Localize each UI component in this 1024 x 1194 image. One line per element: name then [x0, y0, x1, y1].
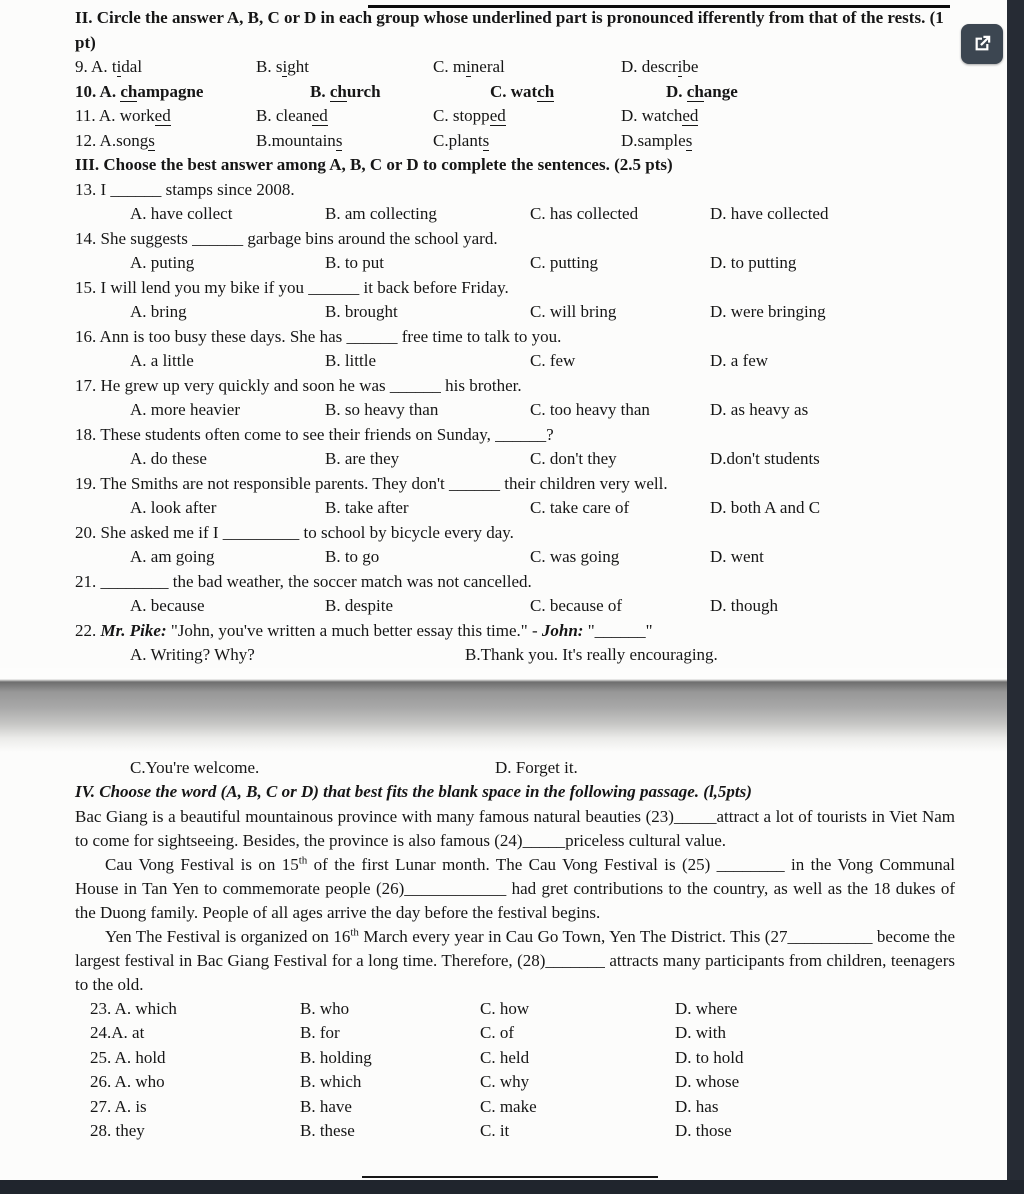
answer-option: [325, 496, 530, 521]
answer-option: [75, 80, 310, 105]
answer-option: [530, 202, 710, 227]
answer-option: [256, 55, 433, 80]
answer-option: [300, 997, 480, 1022]
answer-option: [90, 997, 300, 1022]
text-run: D.: [666, 81, 687, 101]
answer-option: [90, 1119, 300, 1144]
text-run: C. held: [480, 1047, 530, 1067]
text-run: B. holding: [300, 1047, 372, 1067]
text-run: i: [282, 57, 288, 76]
answer-option: [90, 1095, 300, 1120]
text-run: Mr. Pike:: [100, 620, 167, 640]
answer-option: [480, 1095, 675, 1120]
text-run: III. Choose the best answer among A, B, C or D to complete the sentences. (2.5 pts): [75, 155, 673, 174]
text-run: D.sample: [621, 130, 686, 150]
text-run: A. am going: [130, 547, 215, 566]
text-run: Yen The Festival is organized on 16: [105, 926, 351, 946]
answer-option: [530, 349, 710, 374]
text-run: C. of: [480, 1023, 514, 1042]
text-run: D. were bringing: [710, 302, 826, 321]
text-run: A. because: [130, 596, 205, 615]
question-stem: [75, 521, 955, 546]
text-run: 9. A. t: [75, 57, 117, 76]
text-run: IV. Choose the word (A, B, C or D) that best fits the blank space in the following passage. (l,5pts): [75, 782, 752, 801]
answer-option: [530, 594, 710, 619]
answer-option: [710, 300, 955, 325]
answer-option: [130, 496, 325, 521]
answer-option: [300, 1021, 480, 1046]
answer-option: [325, 398, 530, 423]
answer-option: [325, 545, 530, 570]
text-run: 28. they: [90, 1121, 145, 1140]
text-run: D. went: [710, 547, 764, 566]
answer-options-row: [130, 496, 955, 521]
answer-option: [710, 398, 955, 423]
text-run: B. to go: [325, 547, 380, 566]
question-stem: [75, 472, 955, 497]
text-run: II. Circle the answer A, B, C or D in each group whose underlined part is pronounced ifferently from that of the rests. (1 pt): [75, 8, 944, 52]
text-run: D. descr: [621, 57, 678, 76]
open-external-button[interactable]: [961, 24, 1003, 64]
text-run: B. clean: [256, 106, 312, 125]
answer-option: [465, 643, 955, 668]
answer-option: [75, 55, 256, 80]
answer-option: [256, 129, 433, 154]
text-run: C. wat: [490, 81, 538, 101]
text-run: th: [298, 853, 308, 866]
answer-option: [325, 202, 530, 227]
answer-option: [530, 496, 710, 521]
answer-options-row: [130, 349, 955, 374]
text-run: 25. A. hold: [90, 1047, 166, 1067]
text-run: ch: [686, 81, 704, 101]
answer-option: [621, 55, 955, 80]
answer-options-row: [130, 594, 955, 619]
answer-option: [90, 1070, 300, 1095]
question-stem: [75, 374, 955, 399]
answer-option: [310, 80, 490, 105]
answer-option: [130, 202, 325, 227]
answer-option: [621, 129, 955, 154]
text-run: A. look after: [130, 498, 217, 517]
text-run: B.: [310, 81, 330, 101]
text-run: B. are they: [325, 449, 400, 468]
text-run: C.You're welcome.: [130, 757, 260, 777]
answer-option: [480, 997, 675, 1022]
text-run: C. don't they: [530, 449, 617, 468]
answer-option: [130, 300, 325, 325]
question-row: [90, 997, 955, 1022]
text-run: C. has collected: [530, 204, 639, 223]
text-run: D. though: [710, 596, 778, 615]
text-run: 16. Ann is too busy these days. She has ______ free time to talk to you.: [75, 326, 562, 346]
text-run: 13. I ______ stamps since 2008.: [75, 179, 295, 199]
answer-option: [675, 1119, 955, 1144]
answer-option: [300, 1095, 480, 1120]
answer-option: [530, 447, 710, 472]
text-run: C. make: [480, 1096, 537, 1116]
text-run: B.Thank you. It's really encouraging.: [465, 645, 718, 664]
text-run: B. so heavy than: [325, 400, 439, 419]
answer-options-row: [130, 202, 955, 227]
scan-rule-bottom: [362, 1176, 658, 1178]
answer-options-row: [130, 300, 955, 325]
answer-option: [710, 545, 955, 570]
text-run: s: [482, 130, 490, 150]
text-run: Cau Vong Festival is on 15: [105, 854, 299, 874]
text-run: D. watch: [621, 106, 683, 125]
text-run: 26. A. who: [90, 1072, 165, 1091]
answer-option: [300, 1119, 480, 1144]
passage-paragraph: [75, 853, 955, 925]
answer-option: [675, 1046, 955, 1071]
answer-option: [130, 594, 325, 619]
question-row: [90, 1021, 955, 1046]
external-link-icon: [971, 33, 993, 55]
text-run: B. brought: [325, 302, 398, 321]
text-run: i: [466, 57, 471, 76]
text-run: D. those: [675, 1121, 732, 1140]
section-heading: [75, 780, 955, 805]
answer-option: [675, 1095, 955, 1120]
answer-option: [710, 349, 955, 374]
page-separator: [0, 668, 1007, 756]
text-run: ch: [537, 81, 555, 101]
answer-option: [75, 129, 256, 154]
text-run: B. have: [300, 1096, 352, 1116]
text-run: 18. These students often come to see their friends on Sunday, ______?: [75, 424, 554, 444]
text-run: 12. A.song: [75, 130, 149, 150]
text-run: 10. A.: [75, 81, 121, 101]
text-run: 21. ________ the bad weather, the soccer match was not cancelled.: [75, 571, 532, 591]
text-run: 27. A. is: [90, 1096, 147, 1116]
answer-options-row: [130, 251, 955, 276]
answer-option: [130, 756, 495, 781]
text-run: s: [148, 130, 155, 150]
text-run: D. to hold: [675, 1047, 744, 1067]
answer-option: [710, 447, 955, 472]
text-run: B. these: [300, 1121, 355, 1140]
answer-option: [621, 104, 955, 129]
answer-option: [710, 594, 955, 619]
text-run: s: [335, 130, 343, 150]
bottom-bar: [0, 1180, 1024, 1194]
answer-option: [325, 251, 530, 276]
text-run: C. how: [480, 998, 530, 1018]
text-run: B. s: [256, 57, 283, 76]
text-run: D. with: [675, 1023, 726, 1042]
text-run: C. take care of: [530, 498, 630, 517]
answer-option: [530, 398, 710, 423]
question-row: [75, 104, 955, 129]
answer-option: [256, 104, 433, 129]
text-run: John:: [541, 620, 584, 640]
text-run: ed: [489, 106, 506, 125]
text-run: D. both A and C: [710, 498, 821, 517]
text-run: C. because of: [530, 596, 623, 615]
answer-option: [433, 129, 621, 154]
text-run: 23. A. which: [90, 998, 177, 1018]
text-run: i: [116, 57, 122, 76]
answer-option: [530, 251, 710, 276]
answer-option: [433, 104, 621, 129]
text-run: D. whose: [675, 1072, 740, 1091]
answer-option: [130, 251, 325, 276]
question-row: [75, 80, 955, 105]
text-run: A. Writing? Why?: [130, 645, 255, 664]
question-stem: [75, 227, 955, 252]
answer-option: [325, 594, 530, 619]
text-run: B. am collecting: [325, 204, 437, 223]
text-run: 24.A. at: [90, 1023, 145, 1042]
text-run: A. have collect: [130, 204, 233, 223]
answer-option: [666, 80, 955, 105]
text-run: D. as heavy as: [710, 400, 809, 419]
answer-option: [480, 1070, 675, 1095]
text-run: ange: [703, 81, 738, 101]
question-row: [90, 1119, 955, 1144]
answer-option: [300, 1070, 480, 1095]
text-run: ed: [682, 106, 699, 125]
question-stem: [75, 423, 955, 448]
text-run: th: [350, 925, 359, 938]
text-run: 14. She suggests ______ garbage bins around the school yard.: [75, 228, 498, 248]
question-row: [90, 1095, 955, 1120]
text-run: C. will bring: [530, 302, 617, 321]
text-run: C. stopp: [433, 106, 490, 125]
text-run: C. too heavy than: [530, 400, 650, 419]
text-run: C.plant: [433, 130, 483, 150]
passage-paragraph: [75, 925, 955, 997]
text-run: D. have collected: [710, 204, 829, 223]
text-run: C. was going: [530, 547, 620, 566]
text-run: B.mountain: [256, 130, 336, 150]
text-run: March every year in Cau Go Town, Yen The District. This (27__________ become the largest festival in Bac Giang Festival for a long time. Therefore, (28)_______ attracts many participants from children, teenagers to the old.: [75, 926, 955, 994]
text-run: A. more heavier: [130, 400, 240, 419]
question-row: [75, 129, 955, 154]
text-run: B. which: [300, 1072, 362, 1091]
section-heading: [75, 6, 955, 55]
answer-option: [530, 545, 710, 570]
passage-paragraph: [75, 805, 955, 853]
question-stem: [75, 570, 955, 595]
answer-option: [710, 251, 955, 276]
text-run: B. despite: [325, 596, 393, 615]
answer-option: [710, 202, 955, 227]
answer-options-row: [130, 398, 955, 423]
text-run: A. a little: [130, 351, 194, 370]
question-row: [75, 55, 955, 80]
answer-option: [490, 80, 666, 105]
answer-options-row: [130, 545, 955, 570]
answer-option: [325, 447, 530, 472]
text-run: D. has: [675, 1096, 719, 1116]
text-run: B. who: [300, 998, 350, 1018]
text-run: B. take after: [325, 498, 409, 517]
text-run: s: [685, 130, 693, 150]
text-run: D.don't students: [710, 449, 820, 468]
text-run: 19. The Smiths are not responsible parents. They don't ______ their children very well.: [75, 473, 668, 493]
question-row: [90, 1070, 955, 1095]
text-run: urch: [346, 81, 381, 101]
document-content: [75, 6, 955, 1144]
answer-option: [130, 398, 325, 423]
text-run: B. to put: [325, 253, 385, 272]
text-run: A. bring: [130, 302, 187, 321]
text-run: B. for: [300, 1023, 340, 1042]
question-row: [90, 1046, 955, 1071]
question-stem: [75, 178, 955, 203]
text-run: C. m: [433, 57, 467, 76]
answer-option: [325, 300, 530, 325]
text-run: 20. She asked me if I _________ to school by bicycle every day.: [75, 522, 514, 542]
text-run: C. it: [480, 1121, 510, 1140]
answer-option: [300, 1046, 480, 1071]
answer-option: [90, 1046, 300, 1071]
text-run: A. puting: [130, 253, 195, 272]
text-run: ampagne: [137, 81, 204, 101]
answer-option: [130, 349, 325, 374]
answer-option: [130, 643, 465, 668]
text-run: D. a few: [710, 351, 769, 370]
text-run: ght: [287, 57, 309, 76]
text-run: ch: [329, 81, 347, 101]
text-run: of the first Lunar month. The Cau Vong Festival is (25) ________ in the Vong Communal House in Tan Yen to commemorate people (26)____________ had gret contributions to the country, as well as the 18 dukes of the Duong family. People of all ages arrive the day before the festival begins.: [75, 854, 955, 922]
text-run: D. Forget it.: [495, 757, 578, 777]
text-run: 15. I will lend you my bike if you ______ it back before Friday.: [75, 277, 509, 297]
text-run: B. little: [325, 351, 376, 370]
answer-option: [90, 1021, 300, 1046]
answer-option: [675, 1021, 955, 1046]
text-run: ch: [120, 81, 138, 101]
text-run: Bac Giang is a beautiful mountainous province with many famous natural beauties (23)_____attract a lot of tourists in Viet Nam to come for sightseeing. Besides, the province is also famous (24)_____priceless cultural value.: [75, 806, 955, 850]
answer-option: [433, 55, 621, 80]
text-run: A. do these: [130, 449, 207, 468]
answer-option: [675, 997, 955, 1022]
answer-option: [530, 300, 710, 325]
text-run: D. where: [675, 998, 738, 1018]
section-heading: [75, 153, 955, 178]
answer-option: [480, 1119, 675, 1144]
answer-options-row: [130, 447, 955, 472]
answer-option: [480, 1021, 675, 1046]
answer-options-row: [130, 756, 955, 781]
question-stem: [75, 325, 955, 350]
answer-option: [130, 447, 325, 472]
text-run: 17. He grew up very quickly and soon he was ______ his brother.: [75, 375, 522, 395]
answer-option: [75, 104, 256, 129]
text-run: ed: [154, 106, 171, 125]
text-run: C. putting: [530, 253, 599, 272]
answer-option: [675, 1070, 955, 1095]
text-run: C. few: [530, 351, 576, 370]
text-run: neral: [470, 57, 505, 76]
scrollbar-track[interactable]: [1007, 0, 1024, 1194]
text-run: ed: [311, 106, 328, 125]
answer-option: [325, 349, 530, 374]
text-run: dal: [121, 57, 143, 76]
text-run: 22.: [75, 620, 101, 640]
answer-option: [710, 496, 955, 521]
text-run: be: [682, 57, 699, 76]
text-run: "______": [583, 620, 653, 640]
question-stem: [75, 276, 955, 301]
answer-option: [130, 545, 325, 570]
answer-options-row: [130, 643, 955, 668]
question-stem: [75, 619, 955, 644]
answer-option: [480, 1046, 675, 1071]
text-run: C. why: [480, 1072, 530, 1091]
text-run: 11. A. work: [75, 106, 155, 125]
text-run: "John, you've written a much better essay this time." -: [166, 620, 542, 640]
answer-option: [495, 756, 955, 781]
text-run: i: [677, 57, 683, 76]
text-run: D. to putting: [710, 253, 797, 272]
